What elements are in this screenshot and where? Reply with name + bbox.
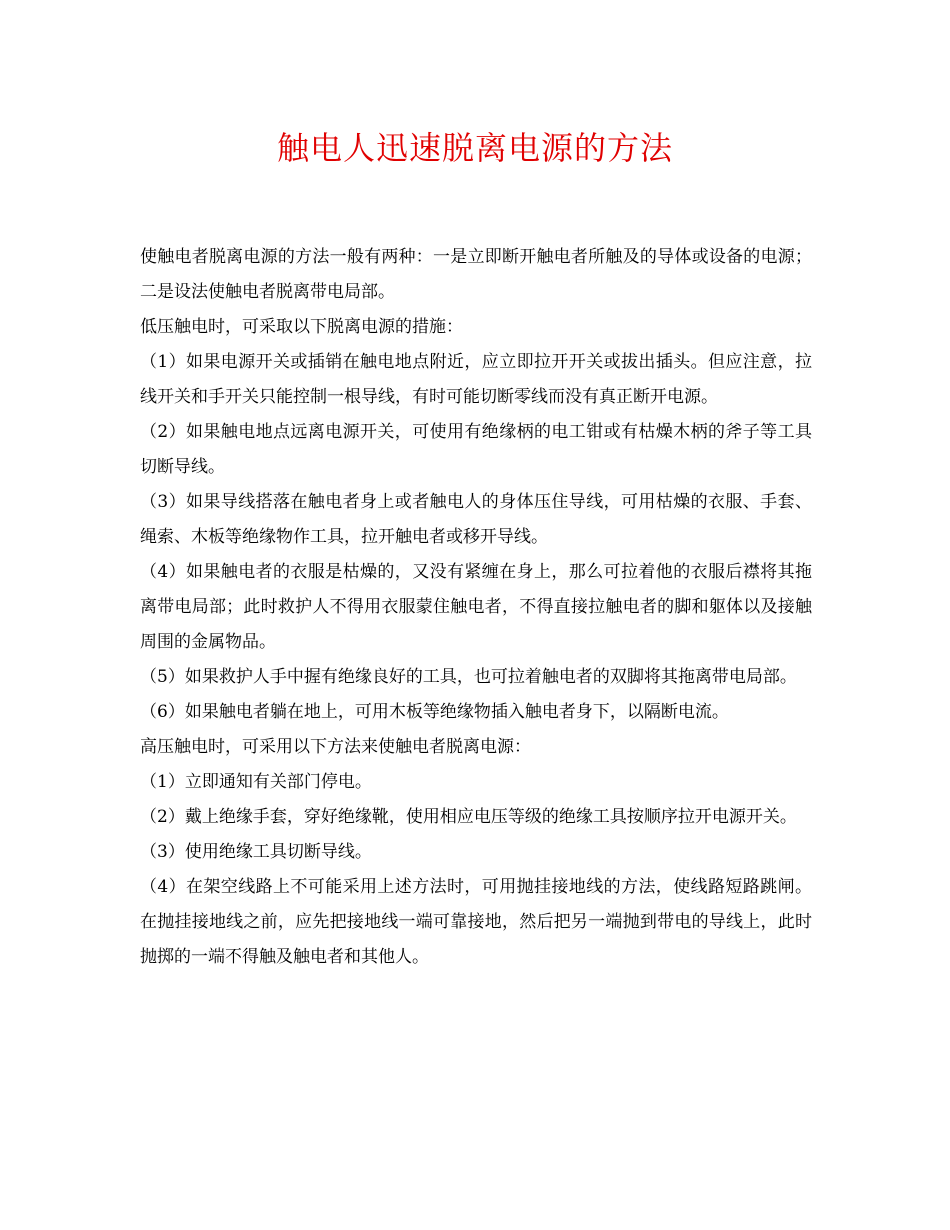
document-title: 触电人迅速脱离电源的方法 <box>276 129 673 167</box>
paragraph-high-voltage-1: （1）立即通知有关部门停电。 <box>140 772 372 792</box>
paragraph-low-voltage-1: （1）如果电源开关或插销在触电地点附近，应立即拉开开关或拔出插头。但应注意，拉线开关和手开关只能控制一根导线，有时可能切断零线而没有真正断开电源。 <box>140 352 812 407</box>
paragraph-high-voltage-3: （3）使用绝缘工具切断导线。 <box>140 842 372 862</box>
paragraph-low-voltage-2: （2）如果触电地点远离电源开关，可使用有绝缘柄的电工钳或有枯燥木柄的斧子等工具切断导线。 <box>140 422 812 477</box>
paragraph-low-voltage-3: （3）如果导线搭落在触电者身上或者触电人的身体压住导线，可用枯燥的衣服、手套、绳索、木板等绝缘物作工具，拉开触电者或移开导线。 <box>140 492 812 547</box>
paragraph-high-voltage-heading: 高压触电时，可采用以下方法来使触电者脱离电源： <box>140 737 531 757</box>
paragraph-low-voltage-6: （6）如果触电者躺在地上，可用木板等绝缘物插入触电者身下，以隔断电流。 <box>140 702 729 722</box>
paragraph-intro: 使触电者脱离电源的方法一般有两种：一是立即断开触电者所触及的导体或设备的电源；二是设法使触电者脱离带电局部。 <box>140 247 812 302</box>
paragraph-low-voltage-heading: 低压触电时，可采取以下脱离电源的措施： <box>140 317 463 337</box>
paragraph-low-voltage-4: （4）如果触电者的衣服是枯燥的，又没有紧缠在身上，那么可拉着他的衣服后襟将其拖离带电局部；此时救护人不得用衣服蒙住触电者，不得直接拉触电者的脚和躯体以及接触周围的金属物品。 <box>140 562 812 652</box>
paragraph-high-voltage-2: （2）戴上绝缘手套，穿好绝缘靴，使用相应电压等级的绝缘工具按顺序拉开电源开关。 <box>140 807 797 827</box>
paragraph-low-voltage-5: （5）如果救护人手中握有绝缘良好的工具，也可拉着触电者的双脚将其拖离带电局部。 <box>140 667 797 687</box>
document-body <box>140 240 812 975</box>
paragraph-high-voltage-4: （4）在架空线路上不可能采用上述方法时，可用抛挂接地线的方法，使线路短路跳闸。在抛挂接地线之前，应先把接地线一端可靠接地，然后把另一端抛到带电的导线上，此时抛掷的一端不得触及触电者和其他人。 <box>140 877 812 967</box>
